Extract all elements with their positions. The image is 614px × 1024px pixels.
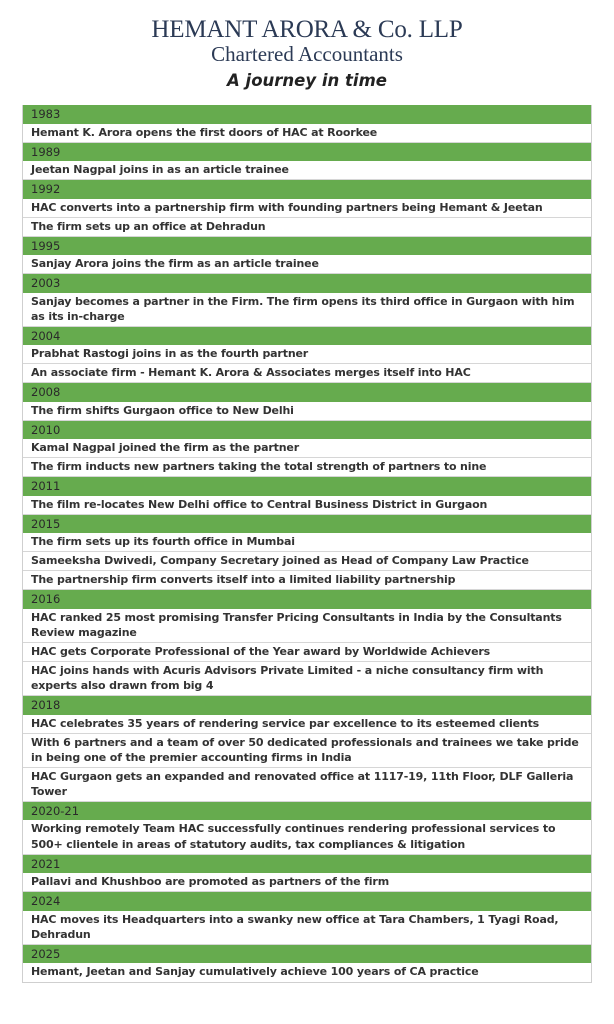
timeline-event: Sanjay Arora joins the firm as an article trainee: [23, 255, 591, 274]
year-band: 1989: [23, 143, 591, 162]
timeline-event: The firm shifts Gurgaon office to New Delhi: [23, 402, 591, 421]
page-tagline: A journey in time: [227, 71, 387, 90]
timeline-event: Hemant K. Arora opens the first doors of HAC at Roorkee: [23, 124, 591, 143]
timeline-event: Sameeksha Dwivedi, Company Secretary joined as Head of Company Law Practice: [23, 552, 591, 571]
year-band: 1992: [23, 180, 591, 199]
year-band: 1983: [23, 105, 591, 124]
year-band: 2008: [23, 383, 591, 402]
timeline-table: [22, 105, 592, 983]
timeline-event: HAC gets Corporate Professional of the Year award by Worldwide Achievers: [23, 643, 591, 662]
year-band: 1995: [23, 237, 591, 256]
timeline-event: Prabhat Rastogi joins in as the fourth partner: [23, 345, 591, 364]
timeline-event: An associate firm - Hemant K. Arora & Associates merges itself into HAC: [23, 364, 591, 383]
timeline-event: Kamal Nagpal joined the firm as the partner: [23, 439, 591, 458]
timeline-event: Working remotely Team HAC successfully continues rendering professional services to 500+ clientele in areas of statutory audits, tax compliances & litigation: [23, 820, 591, 854]
year-band: 2025: [23, 945, 591, 964]
timeline-event: The firm sets up its fourth office in Mumbai: [23, 533, 591, 552]
timeline-event: Sanjay becomes a partner in the Firm. The firm opens its third office in Gurgaon with him as its in-charge: [23, 293, 591, 327]
year-band: 2015: [23, 515, 591, 534]
timeline-event: The partnership firm converts itself into a limited liability partnership: [23, 571, 591, 590]
timeline-event: The firm inducts new partners taking the total strength of partners to nine: [23, 458, 591, 477]
timeline-event: The film re-locates New Delhi office to Central Business District in Gurgaon: [23, 496, 591, 515]
year-band: 2003: [23, 274, 591, 293]
timeline-event: HAC Gurgaon gets an expanded and renovated office at 1117-19, 11th Floor, DLF Galleria Tower: [23, 768, 591, 802]
firm-name: HEMANT ARORA & Co. LLP: [151, 16, 463, 43]
year-band: 2016: [23, 590, 591, 609]
timeline-event: Jeetan Nagpal joins in as an article trainee: [23, 161, 591, 180]
year-band: 2020-21: [23, 802, 591, 821]
timeline-event: Hemant, Jeetan and Sanjay cumulatively achieve 100 years of CA practice: [23, 963, 591, 982]
year-band: 2010: [23, 421, 591, 440]
timeline-event: HAC celebrates 35 years of rendering service par excellence to its esteemed clients: [23, 715, 591, 734]
year-band: 2004: [23, 327, 591, 346]
year-band: 2021: [23, 855, 591, 874]
timeline-event: HAC converts into a partnership firm with founding partners being Hemant & Jeetan: [23, 199, 591, 218]
timeline-event: Pallavi and Khushboo are promoted as partners of the firm: [23, 873, 591, 892]
year-band: 2011: [23, 477, 591, 496]
timeline-event: With 6 partners and a team of over 50 dedicated professionals and trainees we take pride in being one of the premier accounting firms in India: [23, 734, 591, 768]
timeline-event: HAC joins hands with Acuris Advisors Private Limited - a niche consultancy firm with experts also drawn from big 4: [23, 662, 591, 696]
timeline-event: HAC ranked 25 most promising Transfer Pricing Consultants in India by the Consultants Review magazine: [23, 609, 591, 643]
year-band: 2018: [23, 696, 591, 715]
year-band: 2024: [23, 892, 591, 911]
firm-subtitle: Chartered Accountants: [211, 42, 403, 66]
timeline-event: HAC moves its Headquarters into a swanky new office at Tara Chambers, 1 Tyagi Road, Dehradun: [23, 911, 591, 945]
timeline-event: The firm sets up an office at Dehradun: [23, 218, 591, 237]
